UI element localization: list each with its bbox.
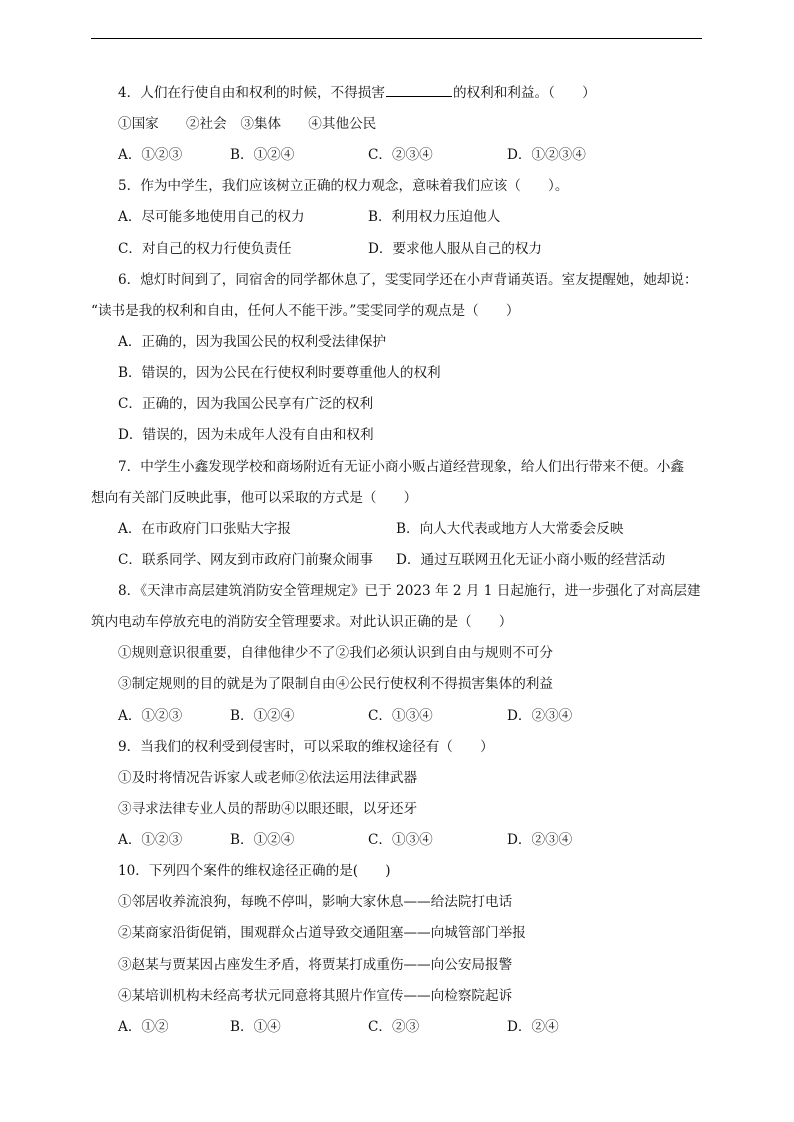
option-a: A．①② [118, 1019, 169, 1035]
option-b: B．①②④ [230, 832, 295, 848]
option-d: D．②③④ [507, 708, 573, 724]
option-b: B．①②④ [230, 708, 295, 724]
option-d: D．②③④ [507, 832, 573, 848]
option-c: C．联系同学、网友到市政府门前聚众闹事 [118, 552, 374, 568]
question-9-items-line2: ③寻求法律专业人员的帮助④以眼还眼，以牙还牙 [118, 801, 418, 817]
question-7-stem-line1: 7．中学生小鑫发现学校和商场附近有无证小商小贩占道经营现象，给人们出行带来不便。小鑫 [118, 459, 684, 475]
question-10-stem: 10．下列四个案件的维权途径正确的是( ) [118, 863, 391, 879]
option-b: B．①②④ [230, 147, 295, 163]
answer-blank [386, 84, 452, 97]
question-5-stem: 5．作为中学生，我们应该树立正确的权力观念，意味着我们应该（ ）。 [118, 178, 569, 194]
option-b: B．①④ [230, 1019, 281, 1035]
question-4-stem [118, 84, 596, 101]
option-d: D．要求他人服从自己的权力 [368, 241, 543, 257]
question-9-stem: 9．当我们的权利受到侵害时，可以采取的维权途径有（ ） [118, 739, 494, 755]
question-7-stem-line2: 想向有关部门反映此事，他可以采取的方式是（ ） [91, 490, 418, 506]
question-8-items-line1: ①规则意识很重要，自律他律少不了②我们必须认识到自由与规则不可分 [118, 645, 553, 661]
question-4-stem-tail: 的权利和利益。（ ） [452, 85, 596, 101]
question-10-item-3: ③赵某与贾某因占座发生矛盾，将贾某打成重伤——向公安局报警 [118, 957, 513, 973]
option-a: A．正确的，因为我国公民的权利受法律保护 [118, 334, 387, 350]
option-c: C．①③④ [368, 832, 433, 848]
option-a: A．尽可能多地使用自己的权力 [118, 209, 305, 225]
option-a: A．①②③ [118, 147, 183, 163]
question-6-stem-line1: 6．熄灯时间到了，同宿舍的同学都休息了，雯雯同学还在小声背诵英语。室友提醒她，她却说： [118, 272, 698, 288]
option-c: C．②③ [368, 1019, 420, 1035]
question-8-stem-line2: 筑内电动车停放充电的消防安全管理要求。对此认识正确的是（ ） [91, 614, 513, 630]
option-d: D．错误的，因为未成年人没有自由和权利 [118, 427, 374, 443]
question-4-items: ①国家 ②社会 ③集体 ④其他公民 [118, 116, 377, 132]
option-c: C．②③④ [368, 147, 433, 163]
header-rule [91, 38, 702, 39]
option-b: B．错误的，因为公民在行使权利时要尊重他人的权利 [118, 365, 441, 381]
option-c: C．对自己的权力行使负责任 [118, 241, 292, 257]
option-d: D．①②③④ [507, 147, 586, 163]
option-a: A．①②③ [118, 708, 183, 724]
question-10-item-4: ④某培训机构未经高考状元同意将其照片作宣传——向检察院起诉 [118, 988, 513, 1004]
option-d: D．通过互联网丑化无证小商小贩的经营活动 [396, 552, 666, 568]
option-c: C．①③④ [368, 708, 433, 724]
option-a: A．在市政府门口张贴大字报 [118, 521, 291, 537]
option-b: B．向人大代表或地方人大常委会反映 [396, 521, 624, 537]
option-a: A．①②③ [118, 832, 183, 848]
question-8-items-line2: ③制定规则的目的就是为了限制自由④公民行使权利不得损害集体的利益 [118, 676, 553, 692]
question-10-item-1: ①邻居收养流浪狗，每晚不停叫，影响大家休息——给法院打电话 [118, 894, 513, 910]
option-c: C．正确的，因为我国公民享有广泛的权利 [118, 396, 374, 412]
question-4-stem-text: 4．人们在行使自由和权利的时候，不得损害 [118, 85, 385, 101]
option-b: B．利用权力压迫他人 [368, 209, 501, 225]
question-10-item-2: ②某商家沿街促销，围观群众占道导致交通阻塞——向城管部门举报 [118, 925, 526, 941]
option-d: D．②④ [507, 1019, 559, 1035]
question-8-stem-line1: 8．《天津市高层建筑消防安全管理规定》已于 2023 年 2 月 1 日起施行，进一步强化了对高层建 [118, 583, 701, 599]
question-6-stem-line2: “读书是我的权利和自由，任何人不能干涉。”雯雯同学的观点是（ ） [91, 303, 520, 319]
question-9-items-line1: ①及时将情况告诉家人或老师②依法运用法律武器 [118, 770, 418, 786]
